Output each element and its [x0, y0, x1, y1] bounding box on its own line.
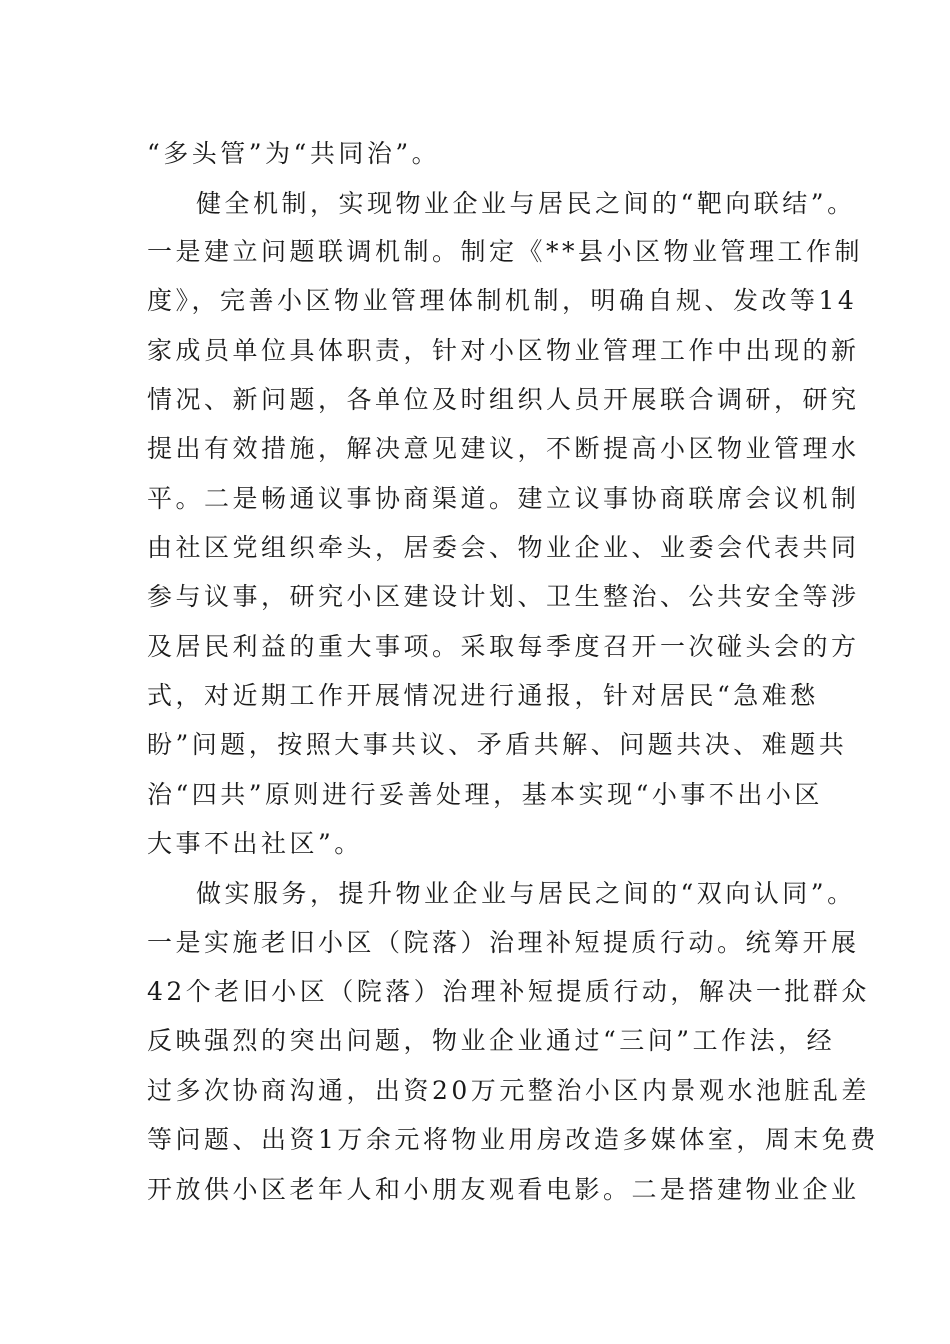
text-line: 42个老旧小区（院落）治理补短提质行动，解决一批群众 — [147, 977, 870, 1006]
text-line: 盼”问题，按照大事共议、矛盾共解、问题共决、难题共 — [147, 730, 848, 759]
text-line: 大事不出社区”。 — [147, 829, 363, 858]
text-line: “多头管”为“共同治”。 — [147, 139, 441, 168]
text-line: 参与议事，研究小区建设计划、卫生整治、公共安全等涉 — [147, 582, 860, 611]
text-line: 提出有效措施，解决意见建议，不断提高小区物业管理水 — [147, 434, 860, 463]
text-line: 平。二是畅通议事协商渠道。建立议事协商联席会议机制 — [147, 484, 860, 513]
text-line: 及居民利益的重大事项。采取每季度召开一次碰头会的方 — [147, 632, 860, 661]
text-line: 情况、新问题，各单位及时组织人员开展联合调研，研究 — [147, 385, 860, 414]
text-line: 一是实施老旧小区（院落）治理补短提质行动。统筹开展 — [147, 928, 860, 957]
text-line: 由社区党组织牵头，居委会、物业企业、业委会代表共同 — [147, 533, 860, 562]
text-line: 反映强烈的突出问题，物业企业通过“三问”工作法，经 — [147, 1026, 836, 1055]
text-line: 治“四共”原则进行妥善处理，基本实现“小事不出小区 — [147, 780, 823, 809]
text-line: 等问题、出资1万余元将物业用房改造多媒体室，周末免费 — [147, 1125, 879, 1154]
text-line: 一是建立问题联调机制。制定《**县小区物业管理工作制 — [147, 237, 864, 266]
text-line: 开放供小区老年人和小朋友观看电影。二是搭建物业企业 — [147, 1175, 860, 1204]
text-line: 过多次协商沟通，出资20万元整治小区内景观水池脏乱差 — [147, 1076, 870, 1105]
text-line: 家成员单位具体职责，针对小区物业管理工作中出现的新 — [147, 336, 860, 365]
text-line: 度》，完善小区物业管理体制机制，明确自规、发改等14 — [147, 286, 858, 315]
paragraph-heading-line: 健全机制，实现物业企业与居民之间的“靶向联结”。 — [196, 189, 856, 218]
paragraph-heading-line: 做实服务，提升物业企业与居民之间的“双向认同”。 — [196, 879, 856, 908]
text-line: 式，对近期工作开展情况进行通报，针对居民“急难愁 — [147, 681, 819, 710]
